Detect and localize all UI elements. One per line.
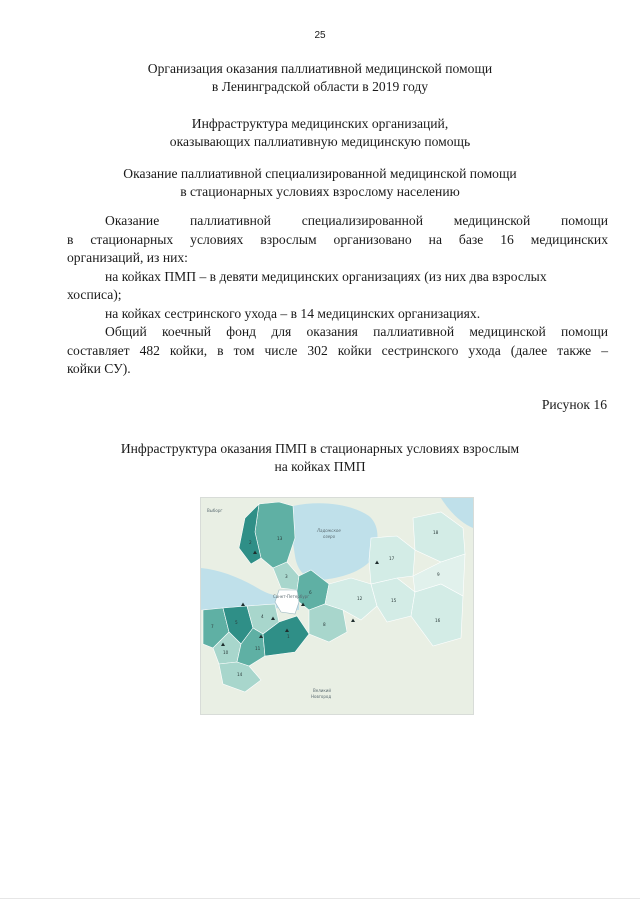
region-number: 1 bbox=[287, 634, 290, 639]
region-number: 17 bbox=[389, 556, 395, 561]
subsection-heading-line-2: в стационарных условиях взрослому населению bbox=[180, 184, 460, 199]
figure-title-line-2: на койках ПМП bbox=[274, 459, 366, 474]
lake-label-1: Ладожское bbox=[317, 528, 341, 533]
region-number: 6 bbox=[309, 590, 312, 595]
subsection-heading bbox=[0, 165, 640, 201]
main-heading bbox=[0, 60, 640, 96]
figure-label: Рисунок 16 bbox=[541, 397, 607, 412]
region-number: 14 bbox=[237, 672, 243, 677]
region-number: 3 bbox=[285, 574, 288, 579]
region-number: 12 bbox=[357, 596, 363, 601]
subsection-heading-line-1: Оказание паллиативной специализированной медицинской помощи bbox=[123, 166, 517, 181]
main-heading-line-2: в Ленинградской области в 2019 году bbox=[211, 79, 429, 94]
figure-title bbox=[0, 440, 640, 476]
main-heading-line-1: Организация оказания паллиативной медицинской помощи bbox=[147, 61, 493, 76]
page-bottom-rule bbox=[0, 898, 640, 899]
region-number: 11 bbox=[255, 646, 261, 651]
paragraph-4-line-1: Общий коечный фонд для оказания паллиативной медицинской помощи bbox=[105, 324, 608, 339]
paragraph-1-line-2: в стационарных условиях взрослым организовано на базе 16 медицинских bbox=[67, 231, 608, 247]
section-heading-line-2: оказывающих паллиативную медицинскую помощь bbox=[169, 134, 471, 149]
paragraph-1-line-3: организаций, из них: bbox=[67, 250, 188, 265]
body-paragraphs bbox=[67, 212, 608, 379]
region-number: 4 bbox=[261, 614, 264, 619]
region-number: 2 bbox=[249, 540, 252, 545]
city-label: Санкт-Петербург bbox=[273, 594, 310, 599]
region-map-svg bbox=[201, 498, 473, 714]
paragraph-2-line-1: на койках ПМП – в девяти медицинских организациях (из них два взрослых bbox=[105, 268, 547, 284]
paragraph-4-line-2: составляет 482 койки, в том числе 302 койки сестринского ухода (далее также – bbox=[67, 342, 608, 358]
map-north-label: Выборг bbox=[207, 508, 223, 513]
region-number: 13 bbox=[277, 536, 283, 541]
paragraph-1-line-1: Оказание паллиативной специализированной медицинской помощи bbox=[105, 213, 608, 228]
region-number: 5 bbox=[235, 620, 238, 625]
figure-title-line-1: Инфраструктура оказания ПМП в стационарных условиях взрослым bbox=[120, 441, 520, 456]
paragraph-2-line-2: хосписа); bbox=[67, 287, 122, 302]
region-number: 18 bbox=[433, 530, 439, 535]
section-heading-line-1: Инфраструктура медицинских организаций, bbox=[191, 116, 449, 131]
paragraph-4-line-3: койки СУ). bbox=[67, 361, 131, 376]
region-number: 10 bbox=[223, 650, 229, 655]
south-label-1: Великий bbox=[313, 688, 331, 693]
paragraph-3-line-1: на койках сестринского ухода – в 14 медицинских организациях. bbox=[105, 305, 481, 321]
region-number: 8 bbox=[323, 622, 326, 627]
south-label-2: Новгород bbox=[311, 694, 332, 699]
page-number: 25 bbox=[314, 30, 326, 41]
region-number: 16 bbox=[435, 618, 441, 623]
region-number: 7 bbox=[211, 624, 214, 629]
section-heading bbox=[0, 115, 640, 151]
region-number: 15 bbox=[391, 598, 397, 603]
lake-label-2: озеро bbox=[323, 534, 336, 539]
region-map bbox=[200, 497, 474, 715]
region-number: 9 bbox=[437, 572, 440, 577]
